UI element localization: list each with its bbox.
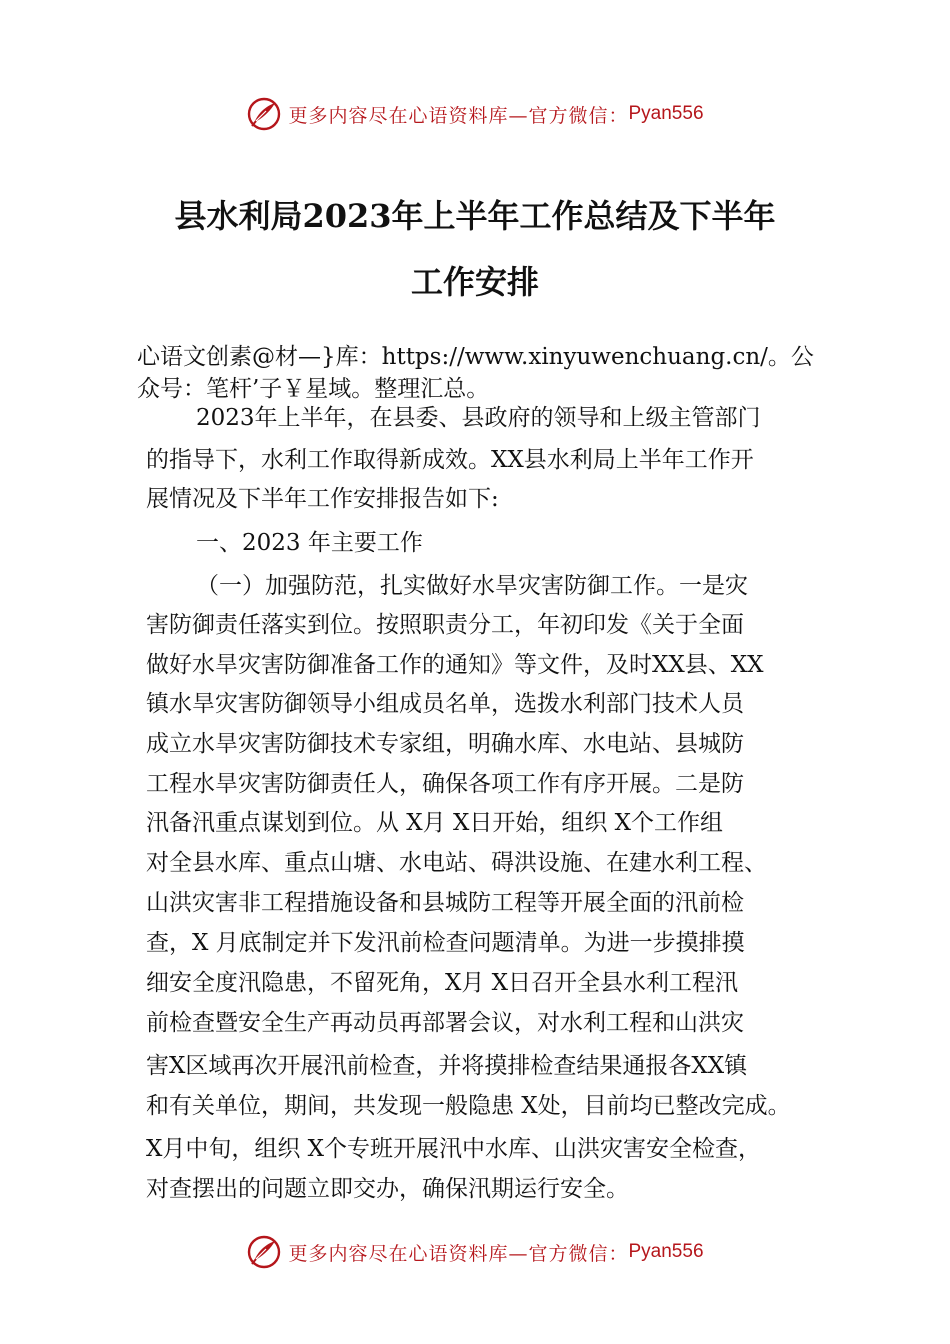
body-line: 对查摆出的问题立即交办，确保汛期运行安全。 [146,1176,629,1202]
body-line: 做好水旱灾害防御准备工作的通知》等文件，及时XX县、XX [146,652,764,678]
body-line: 细安全度汛隐患，不留死角，X月 X日召开全县水利工程汛 [146,970,739,996]
bottom-banner [0,1230,950,1274]
body-line: 展情况及下半年工作安排报告如下: [146,486,499,512]
body-line: 害X区域再次开展汛前检查，并将摸排检查结果通报各XX镇 [146,1053,748,1079]
wechat-id: Pyan556 [628,103,704,124]
body-line: 镇水旱灾害防御领导小组成员名单，选拨水利部门技术人员 [146,691,744,717]
feather-pen-logo-icon [246,96,282,132]
wechat-id: Pyan556 [628,1241,704,1262]
document-title-line-1: 县水利局2023年上半年工作总结及下半年 [174,197,776,235]
document-title-line-2: 工作安排 [410,263,539,301]
top-banner [0,92,950,136]
body-line: 前检查暨安全生产再动员再部署会议，对水利工程和山洪灾 [146,1010,744,1036]
body-line: 对全县水库、重点山塘、水电站、碍洪设施、在建水利工程、 [146,850,767,876]
body-line: （一）加强防范，扎实做好水旱灾害防御工作。一是灾 [196,573,748,599]
banner-text: 更多内容尽在心语资料库—官方微信： [288,104,629,127]
body-line: 的指导下，水利工作取得新成效。XX县水利局上半年工作开 [146,447,754,473]
body-line: 2023年上半年，在县委、县政府的领导和上级主管部门 [196,405,761,431]
body-line: 山洪灾害非工程措施设备和县城防工程等开展全面的汛前检 [146,890,744,916]
body-line: X月中旬，组织 X个专班开展汛中水库、山洪灾害安全检查， [146,1136,762,1162]
body-line: 害防御责任落实到位。按照职责分工，年初印发《关于全面 [146,612,744,638]
feather-pen-logo-icon [246,1234,282,1270]
body-line: 查，X 月底制定并下发汛前检查问题清单。为进一步摸排摸 [146,930,745,956]
banner-text: 更多内容尽在心语资料库—官方微信： [288,1242,629,1265]
section-heading: 一、2023 年主要工作 [196,530,423,556]
body-line: 和有关单位，期间，共发现一般隐患 X处，目前均已整改完成。 [146,1093,791,1119]
source-line-1: 心语文创素@材—}库：https://www.xinyuwenchuang.cn/。公 [137,344,814,370]
body-line: 工程水旱灾害防御责任人，确保各项工作有序开展。二是防 [146,771,744,797]
source-line-2: 众号：笔杆’子￥星域。整理汇总。 [137,376,490,402]
body-line: 成立水旱灾害防御技术专家组，明确水库、水电站、县城防 [146,731,744,757]
body-line: 汛备汛重点谋划到位。从 X月 X日开始，组织 X个工作组 [146,810,724,836]
